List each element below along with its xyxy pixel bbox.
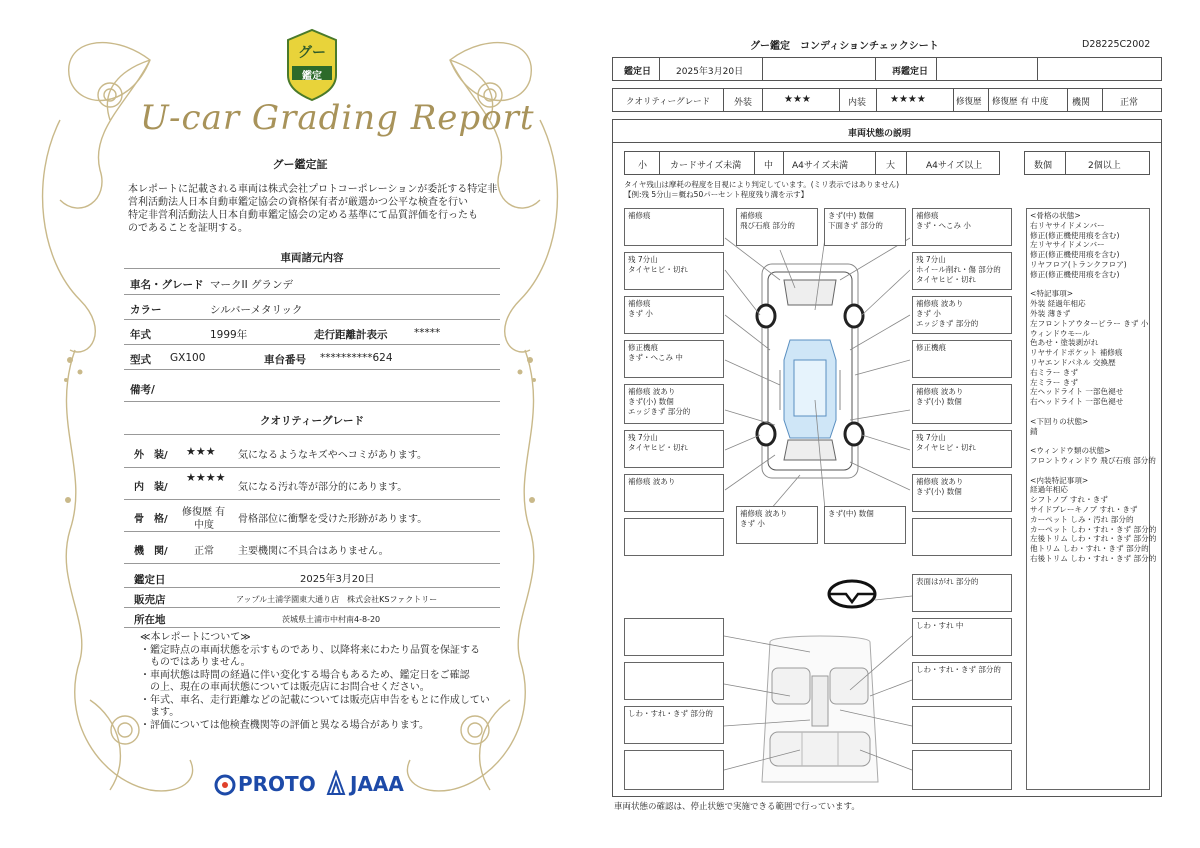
interior-box-left-rear xyxy=(624,706,724,744)
note-line: 左フロントアウターピラー きず 小 xyxy=(1030,318,1149,328)
note-line: <ウィンドウ類の状態> xyxy=(1030,446,1111,456)
quality-value: 正常 xyxy=(194,546,214,557)
damage-box-front-left xyxy=(624,208,724,246)
damage-text: きず(小) 数個 xyxy=(916,397,962,406)
size-large: 大 xyxy=(886,161,896,171)
spec-row-remarks xyxy=(124,372,500,402)
divider xyxy=(124,268,500,269)
damage-box-right-pillar xyxy=(912,340,1012,378)
note-line: 他トリム しわ・すれ・きず 部分的 xyxy=(1030,544,1149,554)
appraisal-label: 販売店 xyxy=(134,594,166,606)
damage-text: 補修痕 波あり xyxy=(916,387,964,396)
note-line: フロントウィンドウ 飛び石痕 部分的 xyxy=(1030,455,1156,465)
note-line: リヤサイドポケット 補修痕 xyxy=(1030,348,1123,358)
about-line: ・年式、車名、走行距離などの記載については販売店申告をもとに作成してい xyxy=(140,694,490,706)
spec-value: マークII グランデ xyxy=(210,279,294,291)
about-line: ・評価については他検査機関等の評価と異なる場合があります。 xyxy=(140,719,429,731)
tire-box-front-left xyxy=(624,252,724,290)
spec-label: 年式 xyxy=(130,329,151,341)
note-line xyxy=(1030,280,1146,290)
note-line: <特記事項> xyxy=(1030,289,1074,299)
appraisal-value: 茨城県土浦市中村南4-8-20 xyxy=(282,615,381,624)
engine-value: 正常 xyxy=(1120,98,1139,108)
quality-row-exterior xyxy=(124,436,500,468)
date-label: 鑑定日 xyxy=(624,67,652,77)
damage-text: タイヤヒビ・切れ xyxy=(628,443,688,452)
quality-value: 修復歴 有 xyxy=(182,507,226,518)
spec-row-year xyxy=(124,320,500,345)
damage-text: タイヤヒビ・切れ xyxy=(916,275,976,284)
damage-box-rear-right xyxy=(912,518,1012,556)
note-line: 右後トリム しわ・すれ・きず 部分的 xyxy=(1030,553,1157,563)
spec-label: 備考/ xyxy=(130,384,155,396)
damage-text: 補修痕 波あり xyxy=(916,477,964,486)
count-label: 数個 xyxy=(1034,161,1053,171)
damage-text: エッジきず 部分的 xyxy=(628,407,691,416)
damage-box-rear-bumper xyxy=(824,506,906,544)
exterior-label: 外装 xyxy=(734,98,753,108)
damage-box-left-rear-door xyxy=(624,384,724,424)
about-line: ・鑑定時点の車両状態を示すものであり、以降将来にわたり品質を保証する xyxy=(140,644,480,656)
jaaa-logo-icon xyxy=(326,770,346,796)
damage-text: きず 小 xyxy=(628,309,653,318)
damage-text: 表面はがれ 部分的 xyxy=(916,577,979,586)
quality-label: 外 装/ xyxy=(134,450,168,461)
damage-box-left-front-door xyxy=(624,296,724,334)
quality-value: 中度 xyxy=(194,520,214,531)
appraisal-value: アップル土浦学園東大通り店 株式会社KSファクトリー xyxy=(236,595,438,604)
interior-box-left-seat xyxy=(624,662,724,700)
about-line: ものではありません。 xyxy=(140,657,251,668)
appraisal-dealer-row xyxy=(124,588,500,608)
interior-value: ★★★★ xyxy=(890,94,926,105)
quality-label: 骨 格/ xyxy=(134,514,168,525)
damage-text: 補修痕 波あり xyxy=(740,509,788,518)
spec-row-model xyxy=(124,345,500,370)
cert-title: グー鑑定証 xyxy=(272,158,328,171)
damage-box-rear-left xyxy=(624,518,724,556)
damage-text: 補修痕 xyxy=(628,299,651,308)
note-line: 修正(修正機使用痕を含む) xyxy=(1030,269,1120,279)
reappraisal-label: 再鑑定日 xyxy=(892,67,929,77)
damage-text: 補修痕 波あり xyxy=(628,387,676,396)
repair-label: 修復歴 xyxy=(956,97,982,107)
quality-title: クオリティーグレード xyxy=(260,415,364,427)
note-line: 錆 xyxy=(1030,426,1038,436)
cert-line: 本レポートに記載される車両は株式会社プロトコーポレーションが委託する特定非 xyxy=(128,184,498,195)
about-report xyxy=(140,632,500,732)
quality-row-interior xyxy=(124,468,500,500)
damage-text: きず(小) 数個 xyxy=(628,397,674,406)
quality-label: 機 関/ xyxy=(134,546,168,557)
engine-label: 機関 xyxy=(1072,98,1091,108)
appraisal-label: 所在地 xyxy=(134,614,166,626)
doc-id: D28225C2002 xyxy=(1082,39,1151,50)
note-line: 右ヘッドライト 一部色褪せ xyxy=(1030,397,1124,407)
repair-value: 修復歴 有 中度 xyxy=(992,97,1049,107)
damage-text: 残 7分山 xyxy=(628,255,658,264)
header-cell xyxy=(936,57,1038,81)
tire-note-2: 【例:残 5分山＝概ね50パーセント程度残り溝を示す】 xyxy=(624,190,809,199)
spec-label: 型式 xyxy=(130,354,151,366)
note-line: <骨格の状態> xyxy=(1030,211,1081,220)
jaaa-logo-text: JAAA xyxy=(350,772,404,796)
tire-box-rear-right xyxy=(912,430,1012,468)
damage-text: タイヤヒビ・切れ xyxy=(628,265,688,274)
exterior-value: ★★★ xyxy=(784,94,811,105)
damage-box-front-left-fender xyxy=(736,208,818,246)
note-line: リヤフロア(トランクフロア) xyxy=(1030,259,1127,269)
about-line: ます。 xyxy=(140,707,180,718)
quality-value: ★★★★ xyxy=(186,471,226,484)
damage-text: しわ・すれ・きず 部分的 xyxy=(628,709,713,718)
note-line: ウィンドウモール xyxy=(1030,328,1090,338)
note-line xyxy=(1030,407,1146,417)
quality-value: ★★★ xyxy=(186,445,216,458)
damage-text: 修正機痕 xyxy=(628,343,658,352)
badge-bottom-text: 鑑定 xyxy=(302,71,322,82)
damage-text: 補修痕 xyxy=(628,211,651,220)
spec-value: ***** xyxy=(414,327,441,339)
damage-text: しわ・すれ 中 xyxy=(916,621,964,630)
spec-row-name xyxy=(124,270,500,295)
goo-badge-icon xyxy=(288,30,336,100)
spec-label: 走行距離計表示 xyxy=(314,329,388,341)
damage-text: 残 7分山 xyxy=(628,433,658,442)
about-line: の上、現在の車両状態については販売店にお問合せください。 xyxy=(140,682,430,693)
damage-box-left-pillar xyxy=(624,340,724,378)
size-small: 小 xyxy=(638,161,648,171)
grade-label: クオリティーグレード xyxy=(626,97,711,107)
quality-desc: 気になる汚れ等が部分的にあります。 xyxy=(238,482,408,493)
size-medium-desc: A4サイズ未満 xyxy=(792,161,849,171)
interior-box-right-seat xyxy=(912,662,1012,700)
quality-row-engine xyxy=(124,532,500,564)
damage-box-right-rear-fender xyxy=(912,474,1012,512)
tire-box-front-right xyxy=(912,252,1012,290)
note-line xyxy=(1030,436,1146,446)
damage-text: きず・へこみ 中 xyxy=(628,353,683,362)
interior-box-dashboard xyxy=(912,574,1012,612)
spec-value: GX100 xyxy=(170,352,206,364)
report-title: U-car Grading Report xyxy=(140,98,535,138)
note-line: カーペット しみ・汚れ 部分的 xyxy=(1030,514,1134,524)
damage-text: きず 小 xyxy=(740,519,765,528)
quality-desc: 主要機関に不具合はありません。 xyxy=(238,546,389,557)
footer-note: 車両状態の確認は、停止状態で実施できる範囲で行っています。 xyxy=(614,802,860,812)
damage-text: 補修痕 xyxy=(916,211,939,220)
condition-title: 車両状態の説明 xyxy=(848,129,912,139)
damage-text: きず(中) 数個 xyxy=(828,211,874,220)
appraisal-address-row xyxy=(124,608,500,628)
divider xyxy=(124,434,500,435)
note-line: 左ヘッドライト 一部色褪せ xyxy=(1030,387,1124,397)
damage-text: エッジきず 部分的 xyxy=(916,319,979,328)
count-desc: 2個以上 xyxy=(1088,161,1121,171)
condition-notes xyxy=(1026,208,1157,790)
size-small-desc: カードサイズ未満 xyxy=(670,161,742,171)
damage-box-left-rear-fender xyxy=(624,474,724,512)
interior-box-front-left xyxy=(624,618,724,656)
damage-text: 補修痕 xyxy=(740,211,763,220)
note-line: <内装特記事項> xyxy=(1030,475,1089,485)
note-line: シフトノブ すれ・きず xyxy=(1030,495,1108,505)
interior-box-front-right xyxy=(912,618,1012,656)
damage-text: 飛び石痕 部分的 xyxy=(740,221,795,230)
damage-text: 残 7分山 xyxy=(916,433,946,442)
badge-top-text: グー xyxy=(298,45,326,61)
note-line: 外装 経過年相応 xyxy=(1030,299,1086,309)
sheet-title: グー鑑定 コンディションチェックシート xyxy=(750,41,939,52)
note-line: リヤエンドパネル 交換歴 xyxy=(1030,357,1116,367)
quality-row-frame xyxy=(124,500,500,532)
interior-box-right-rear xyxy=(912,706,1012,744)
appraisal-label: 鑑定日 xyxy=(134,574,166,586)
size-medium: 中 xyxy=(764,161,774,171)
cert-line: のであることを証明する。 xyxy=(128,223,248,234)
damage-text: きず 小 xyxy=(916,309,941,318)
appraisal-date-row xyxy=(124,566,500,588)
note-line: カーペット しわ・すれ・きず 部分的 xyxy=(1030,524,1157,534)
note-line: 右リヤサイドメンバー xyxy=(1030,220,1105,230)
damage-text: 残 7分山 xyxy=(916,255,946,264)
spec-row-color xyxy=(124,295,500,320)
quality-desc: 骨格部位に衝撃を受けた形跡があります。 xyxy=(238,514,428,525)
spec-value: 1999年 xyxy=(210,329,248,341)
damage-text: タイヤヒビ・切れ xyxy=(916,443,976,452)
cert-line: 特定非営利活動法人日本自動車鑑定協会の定める基準にて品質評価を行ったも xyxy=(128,210,478,221)
size-large-desc: A4サイズ以上 xyxy=(926,161,983,171)
condition-check-sheet xyxy=(600,0,1200,848)
note-line: 修正(修正機使用痕を含む) xyxy=(1030,230,1120,240)
damage-text: ホイール削れ・傷 部分的 xyxy=(916,265,1001,274)
spec-label: 車名・グレード xyxy=(130,279,204,291)
interior-label: 内装 xyxy=(848,98,867,108)
cert-body xyxy=(128,183,498,235)
damage-box-front-right xyxy=(912,208,1012,246)
spec-value: **********624 xyxy=(320,352,393,364)
quality-label: 内 装/ xyxy=(134,482,168,493)
about-line: ・車両状態は時間の経過に伴い変化する場合もあるため、鑑定日をご確認 xyxy=(140,669,470,681)
damage-text: 修正機痕 xyxy=(916,343,946,352)
damage-text: きず(小) 数個 xyxy=(916,487,962,496)
note-line: 修正(修正機使用痕を含む) xyxy=(1030,250,1120,260)
proto-logo-text: PROTO xyxy=(238,772,316,796)
damage-text: しわ・すれ・きず 部分的 xyxy=(916,665,1001,674)
quality-desc: 気になるようなキズやヘコミがあります。 xyxy=(238,450,427,461)
interior-box-rear-right xyxy=(912,750,1012,790)
interior-box-rear-left xyxy=(624,750,724,790)
damage-text: 下面きず 部分的 xyxy=(828,221,883,230)
appraisal-value: 2025年3月20日 xyxy=(300,574,375,585)
tire-box-rear-left xyxy=(624,430,724,468)
damage-text: 補修痕 波あり xyxy=(916,299,964,308)
damage-box-right-rear-door xyxy=(912,384,1012,424)
damage-box-right-front-door xyxy=(912,296,1012,334)
note-line: 左ミラー きず xyxy=(1030,377,1078,387)
spec-label: カラー xyxy=(130,304,162,316)
spec-title: 車両諸元内容 xyxy=(280,252,344,264)
note-line: 外装 薄きず xyxy=(1030,308,1071,318)
tire-note-1: タイヤ残山は摩耗の程度を目視により判定しています。(ミリ表示ではありません) xyxy=(624,180,900,189)
header-cell xyxy=(762,57,876,81)
spec-value: シルバーメタリック xyxy=(210,304,303,316)
note-line: 色あせ・塗装剥がれ xyxy=(1030,338,1099,348)
note-line xyxy=(1030,466,1146,476)
damage-box-front-bumper xyxy=(824,208,906,246)
cert-line: 営利活動法人日本自動車鑑定協会の資格保有者が厳選かつ公平な検査を行い xyxy=(128,197,468,208)
note-line: <下回りの状態> xyxy=(1030,416,1089,426)
note-line: サイドブレーキノブ すれ・きず xyxy=(1030,504,1138,514)
note-line: 右ミラー きず xyxy=(1030,367,1078,377)
date-value: 2025年3月20日 xyxy=(676,67,744,77)
damage-box-rear-panel xyxy=(736,506,818,544)
note-line: 左リヤサイドメンバー xyxy=(1030,240,1105,250)
proto-logo-icon xyxy=(214,774,236,796)
about-title: ≪本レポートについて≫ xyxy=(140,632,251,643)
damage-text: きず(中) 数個 xyxy=(828,509,874,518)
spec-label: 車台番号 xyxy=(264,354,306,366)
note-line: 経過年相応 xyxy=(1030,485,1068,495)
note-line: 左後トリム しわ・すれ・きず 部分的 xyxy=(1030,534,1157,544)
damage-text: 補修痕 波あり xyxy=(628,477,676,486)
damage-text: きず・へこみ 小 xyxy=(916,221,971,230)
